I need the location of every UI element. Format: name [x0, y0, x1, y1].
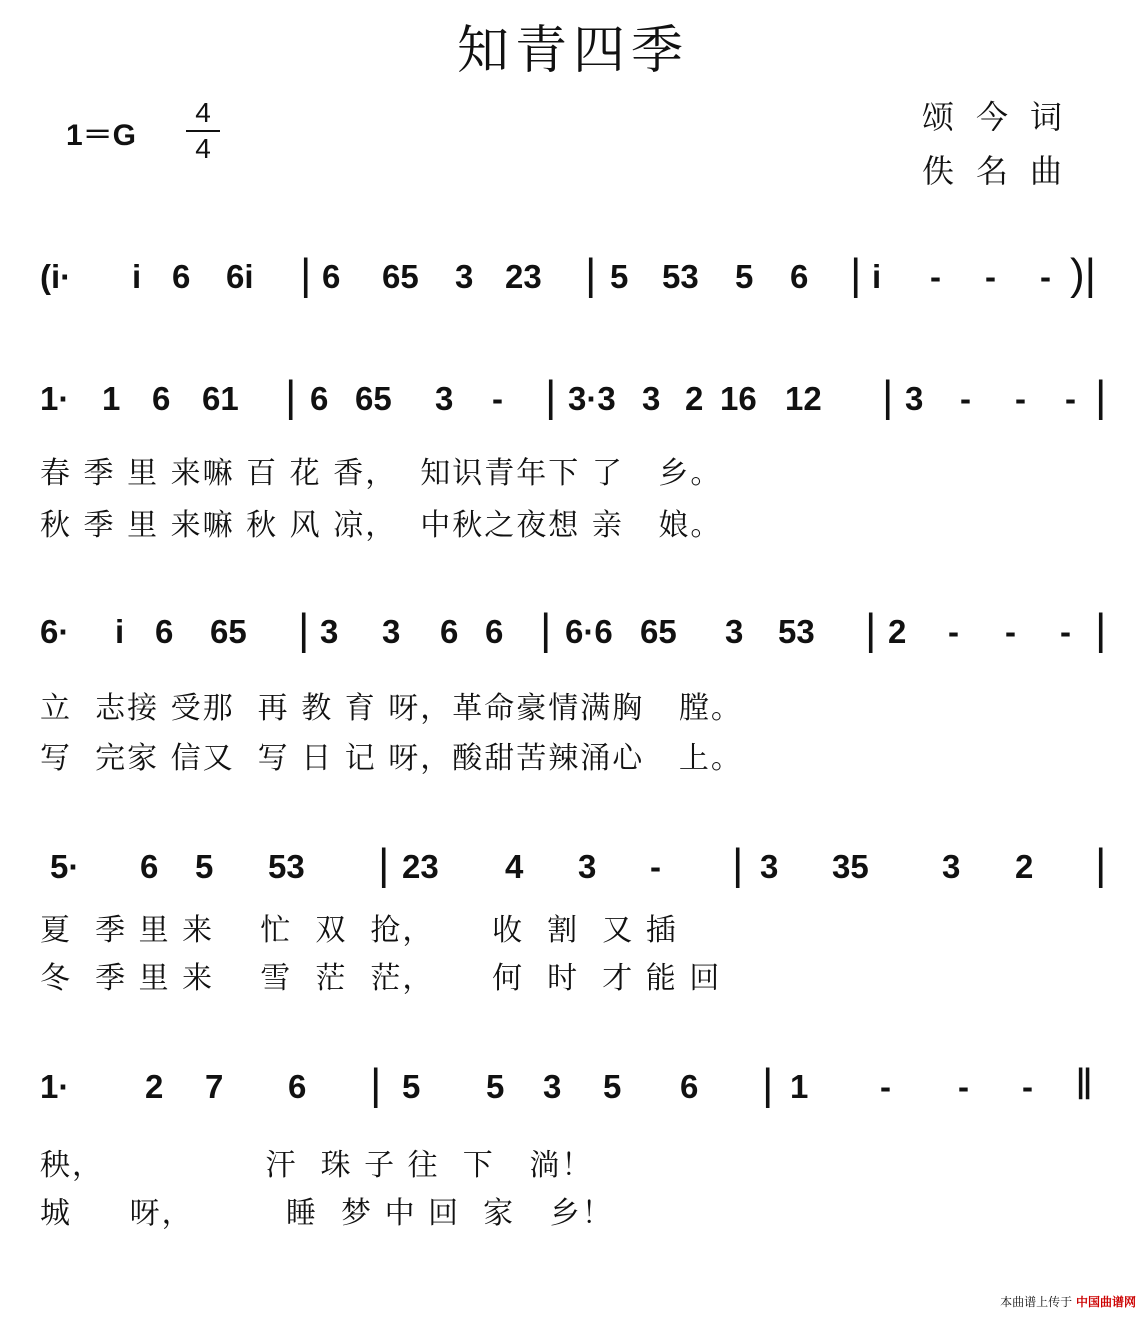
barline: | — [540, 605, 552, 654]
note: - — [958, 1068, 969, 1105]
note: - — [948, 613, 959, 650]
barline: | — [585, 250, 597, 299]
note: - — [1040, 258, 1051, 295]
note: 53 — [778, 613, 815, 650]
note: 53 — [662, 258, 699, 295]
note: - — [1060, 613, 1071, 650]
barline: )| — [1070, 250, 1097, 299]
note: - — [960, 380, 971, 417]
lyrics-line-4a: 秧， 汗 珠 子 往 下 淌！ — [40, 1148, 594, 1183]
note: - — [1005, 613, 1016, 650]
barline: | — [370, 1060, 382, 1109]
note: - — [1015, 380, 1026, 417]
note: 5 — [195, 848, 214, 885]
note: 6 — [310, 380, 329, 417]
note: 6 — [288, 1068, 307, 1105]
note: 3 — [382, 613, 401, 650]
lyrics-line-3a: 夏 季 里 来 忙 双 抢， 收 割 又 插 — [40, 913, 678, 948]
note: 1 — [790, 1068, 809, 1105]
barline: | — [882, 372, 894, 421]
note: 6 — [440, 613, 459, 650]
lyrics-line-3b: 冬 季 里 来 雪 茫 茫， 何 时 才 能 回 — [40, 961, 722, 996]
lyrics-line-1b: 秋 季 里 来嘛 秋 风 凉， 中秋之夜想 亲 娘。 — [40, 508, 723, 543]
note: 6 — [155, 613, 174, 650]
note: - — [930, 258, 941, 295]
barline: ‖ — [1075, 1060, 1094, 1109]
note: 1· — [40, 1068, 70, 1105]
note: 2 — [145, 1068, 164, 1105]
note: 6i — [226, 258, 254, 295]
barline: | — [298, 605, 310, 654]
footer-text: 本曲谱上传于 — [1000, 1295, 1073, 1309]
note: 5 — [402, 1068, 421, 1105]
note: 7 — [205, 1068, 224, 1105]
note: - — [985, 258, 996, 295]
barline: | — [865, 605, 877, 654]
barline: | — [545, 372, 557, 421]
note: 4 — [505, 848, 524, 885]
note: 3 — [435, 380, 454, 417]
note: 3 — [455, 258, 474, 295]
note: 1 — [102, 380, 121, 417]
note: - — [1022, 1068, 1033, 1105]
note: 23 — [505, 258, 542, 295]
note: 65 — [382, 258, 419, 295]
note: 65 — [355, 380, 392, 417]
note: i — [132, 258, 142, 295]
note: 3 — [725, 613, 744, 650]
note: 2 — [685, 380, 704, 417]
note: 6 — [680, 1068, 699, 1105]
note: 3 — [642, 380, 661, 417]
note: 3·3 — [568, 380, 616, 417]
footer-brand[interactable]: 中国曲谱网 — [1075, 1295, 1136, 1309]
note: 3 — [942, 848, 961, 885]
lyrics-line-1a: 春 季 里 来嘛 百 花 香， 知识青年下 了 乡。 — [40, 456, 723, 491]
note: 6 — [172, 258, 191, 295]
note: i — [872, 258, 882, 295]
note: 3 — [578, 848, 597, 885]
time-sig-top: 4 — [195, 97, 211, 128]
lyrics-line-2a: 立 志接 受那 再 教 育 呀，革命豪情满胸 膛。 — [40, 691, 743, 726]
footer — [1000, 1293, 1136, 1310]
note: 6 — [790, 258, 809, 295]
note: 6 — [485, 613, 504, 650]
note: - — [492, 380, 503, 417]
note: 3 — [905, 380, 924, 417]
composer-credit: 佚名曲 — [922, 152, 1085, 190]
barline: | — [378, 840, 390, 889]
note: 5 — [735, 258, 754, 295]
lyrics-line-4b: 城 呀， 睡 梦 中 回 家 乡！ — [40, 1196, 614, 1231]
note: 61 — [202, 380, 239, 417]
barline: | — [1095, 840, 1107, 889]
note: 6· — [40, 613, 70, 650]
barline: | — [1095, 372, 1107, 421]
note: 5 — [610, 258, 629, 295]
note: - — [650, 848, 661, 885]
note: 3 — [760, 848, 779, 885]
note: 12 — [785, 380, 822, 417]
barline: | — [285, 372, 297, 421]
note: 6·6 — [565, 613, 613, 650]
time-sig-bottom: 4 — [195, 133, 211, 164]
note: 5· — [50, 848, 80, 885]
note: 35 — [832, 848, 869, 885]
key-signature: 1＝G — [66, 119, 137, 152]
note: 2 — [888, 613, 907, 650]
note: 3 — [543, 1068, 562, 1105]
note: 6 — [152, 380, 171, 417]
note: 2 — [1015, 848, 1034, 885]
barline: | — [762, 1060, 774, 1109]
note: 5 — [486, 1068, 505, 1105]
song-title: 知青四季 — [456, 21, 689, 81]
lyrics-line-2b: 写 完家 信又 写 日 记 呀，酸甜苦辣涌心 上。 — [40, 741, 743, 776]
note: 6 — [322, 258, 341, 295]
note: 16 — [720, 380, 757, 417]
barline: | — [850, 250, 862, 299]
note: 6 — [140, 848, 159, 885]
note: 3 — [320, 613, 339, 650]
note: 1· — [40, 380, 70, 417]
barline: | — [300, 250, 312, 299]
note: (i· — [40, 258, 72, 295]
note: i — [115, 613, 125, 650]
note: 5 — [603, 1068, 622, 1105]
note: 53 — [268, 848, 305, 885]
note: - — [1065, 380, 1076, 417]
barline: | — [732, 840, 744, 889]
note: 23 — [402, 848, 439, 885]
note: - — [880, 1068, 891, 1105]
note: 65 — [640, 613, 677, 650]
lyricist-credit: 颂今词 — [922, 98, 1085, 136]
barline: | — [1095, 605, 1107, 654]
note: 65 — [210, 613, 247, 650]
